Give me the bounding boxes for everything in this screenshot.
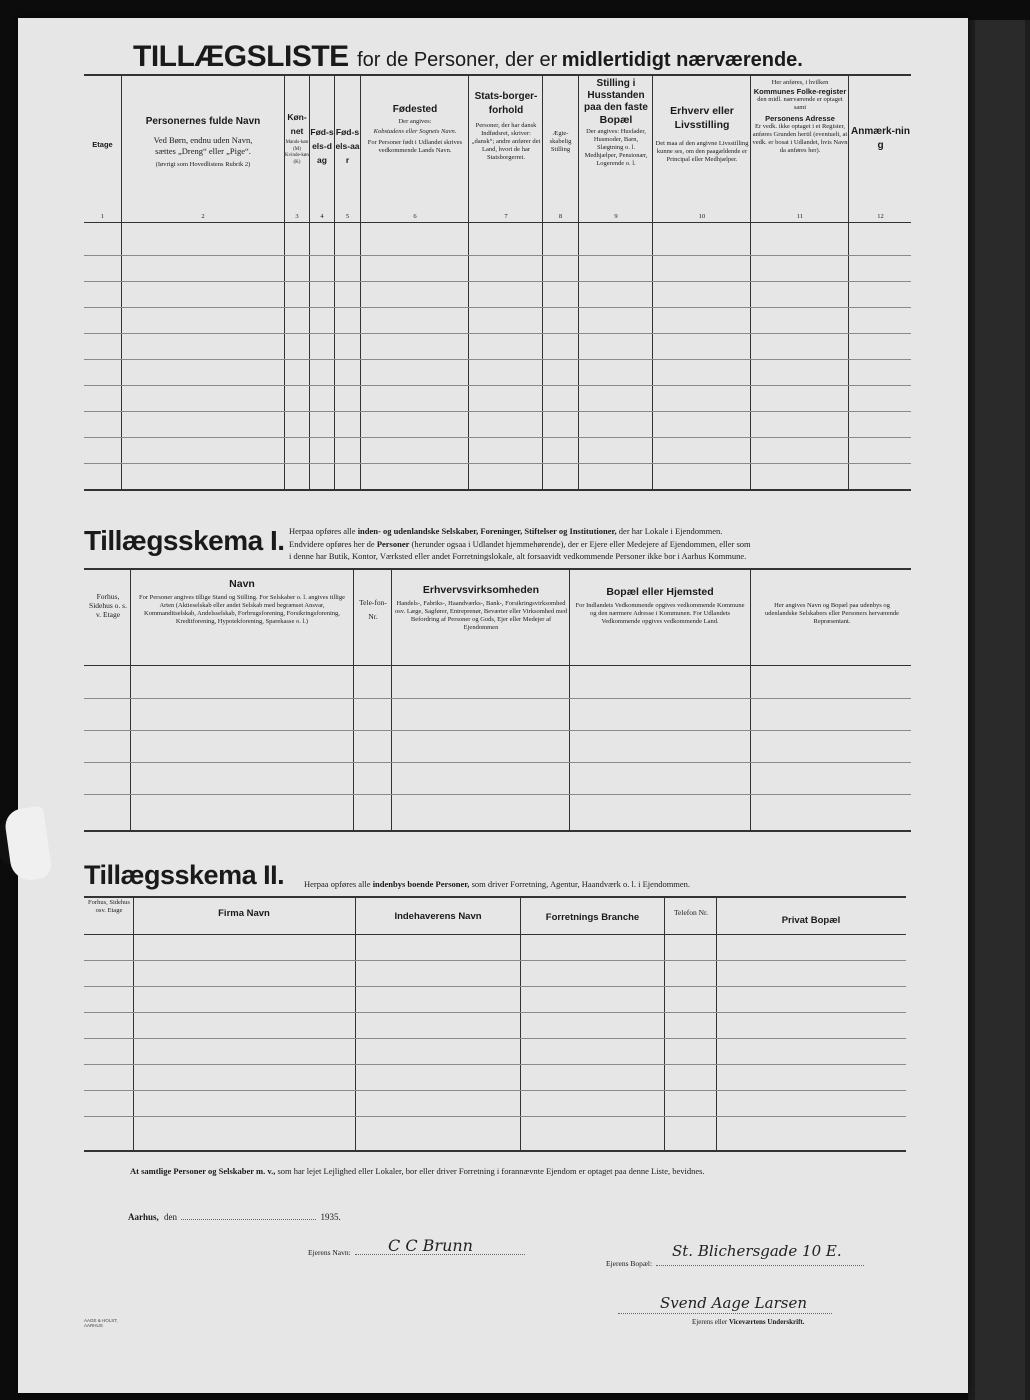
col-occupation-label: Erhverv eller Livsstilling: [670, 105, 734, 131]
col-household-label: Stilling i Husstanden paa den faste: [584, 78, 648, 113]
col-name-sub1: Ved Børn, endnu uden Navn,: [153, 135, 253, 145]
col-occupation-sub: Det maa af den angivne Livsstilling kunne ses, om den paagældende er Principal eller Medhjælper.: [655, 140, 749, 163]
owner-handwritten: C C Brunn: [388, 1236, 473, 1255]
date-dots: [181, 1219, 316, 1220]
printer-mark: AAGE & HOLST, AARHUS: [84, 1318, 118, 1328]
col-remarks-label: Anmærk-ning: [851, 126, 910, 151]
col-gender-sub: Mands-køn (M) Kvinde-køn (K): [285, 140, 309, 165]
col-household-label2: Bopæl: [599, 114, 633, 126]
skema1-col-business: [394, 584, 568, 632]
skema1-desc1b: inden- og udenlandske Selskaber, Foreninger, Stiftelser og Institutioner,: [357, 526, 617, 536]
skema2-title: Tillægsskema II.: [84, 860, 285, 890]
col8-number: 8: [558, 213, 563, 220]
skema1-col-residence-sub: For Indlandets Vedkommende opgives vedkommende Kommune og den nærmere Adresse i Kommunen. For Udlandets Vedkommende opgives vedkommende Land.: [575, 602, 745, 625]
col-name-sub3: (Iøvrigt som Hovedlistens Rubrik 2): [155, 161, 251, 168]
col-name-sub2: sættes „Dreng“ eller „Pige“.: [155, 146, 251, 156]
col-birthyear-header: [335, 125, 360, 167]
den-label: den: [164, 1212, 178, 1222]
form-page: [18, 18, 968, 1393]
skema2-desc-b: indenbys boende Personer,: [372, 879, 470, 889]
col3-number: 3: [295, 213, 299, 220]
col-register-sub2: den midl. nærværende er optaget samt: [757, 96, 843, 111]
col-remarks-header: [850, 125, 911, 153]
owner-label: Ejerens Navn:: [308, 1248, 351, 1257]
signature-handwritten: Svend Aage Larsen: [660, 1294, 807, 1312]
col-marital-label: Ægte-skabelig Stilling: [549, 130, 572, 153]
address-handwritten: St. Blichersgade 10 E.: [672, 1242, 842, 1260]
skema1-desc1c: der har Lokale i Ejendommen.: [616, 526, 723, 536]
skema1-desc2a: Endvidere opføres her de: [289, 538, 377, 549]
skema1-col-residence: [572, 586, 748, 626]
col6-number: 6: [413, 213, 417, 220]
col-register-label2: Personens Adresse: [765, 114, 835, 123]
skema1-col-business-sub: Handels-, Fabriks-, Haandværks-, Bank-, Forsikringsvirksomhed osv. Læge, Sagfører, Entreprenør, Beværter eller Virksomhed med Befordring af Personer og Gods, Ejer eller Medejer af Ejendommen: [394, 600, 567, 631]
skema1-desc1a: Herpaa opføres alle: [289, 526, 358, 536]
col-birthyear-label: Fød-sels-aar: [335, 127, 360, 165]
col9-number: 9: [614, 213, 618, 220]
title-mid: for de Personer, der er: [357, 49, 558, 71]
col-name-header: [122, 116, 284, 169]
signature-dots: [618, 1313, 832, 1314]
col-etage-header: [84, 140, 121, 149]
col-birthplace-sub1: Der angives:: [398, 118, 432, 125]
col-occupation-header: [654, 104, 750, 164]
col-marital-header: [543, 130, 578, 154]
col-citizenship-label: Stats-borger-forhold: [474, 91, 538, 116]
skema1-col-business-label: Erhvervsvirksomheden: [422, 584, 540, 596]
col7-number: 7: [504, 213, 508, 220]
skema2-col-address: Privat Bopæl: [781, 915, 841, 926]
skema1-title: Tillægsskema I.: [84, 525, 285, 556]
col-birthplace-label: Fødested: [392, 104, 438, 115]
signature-label: [692, 1318, 805, 1326]
skema2-col-branch: Forretnings Branche: [545, 912, 640, 923]
col-birthday-header: [310, 125, 334, 167]
col-register-label1: Kommunes Folke-register: [753, 87, 847, 96]
col-register-sub1: Her anføres, i hvilken: [771, 79, 829, 86]
skema2-description: [304, 879, 690, 889]
address-label: Ejerens Bopæl:: [606, 1259, 653, 1268]
skema1-col-etage: Forhus, Sidehus o. s. v. Etage: [89, 592, 127, 619]
skema1-col-representative: Her angives Navn og Bopæl paa udenbys og udenlandske Selskabers eller Personers herværende Repræsentant.: [765, 602, 899, 625]
date-line: [128, 1212, 341, 1222]
skema1-col-residence-label: Bopæl eller Hjemsted: [606, 586, 714, 598]
col-register-sub3: Er vedk. ikke optaget i et Register, anføres Grunden hertil (eventuelt, at vedk. er bosat i Udlandet, hvis Navn da anføres her).: [752, 123, 848, 154]
col-citizenship-header: [470, 90, 542, 162]
skema1-desc2b: Personer: [376, 538, 410, 549]
col11-number: 11: [796, 213, 804, 220]
col-etage-label: Etage: [92, 140, 113, 149]
col-household-header: [580, 78, 652, 168]
col-birthday-label: Fød-sels-dag: [310, 127, 334, 165]
skema1-desc2c: (herunder ogsaa i Udlandet hjemmehørende), der er Ejere eller Medejere af Ejendommen, eller som: [409, 538, 751, 549]
col-birthplace-header: [362, 104, 468, 155]
year-label: 1935.: [320, 1212, 341, 1222]
col-gender-label: Køn-net: [287, 112, 307, 136]
skema2-col-owner: Indehaverens Navn: [394, 911, 482, 922]
signature-label-b: Viceværtens Underskrift.: [728, 1318, 805, 1326]
skema1-col-name-sub: For Personer angives tillige Stand og Stilling. For Selskaber o. l. angives tillige Arten (Aktieselskab eller andet Selskab med begrænset Ansvar, Kommanditselskab, Andelsselskab, Forbrugsforening, Forsikringsforening, Kreditforening, Hypotekforening, Sparekasse o. l.): [139, 594, 345, 625]
col-register-header: [752, 79, 848, 155]
skema2-col-etage: Forhus, Sidehus osv. Etage: [88, 899, 130, 914]
statement-bold: At samtlige Personer og Selskaber m. v.,: [130, 1166, 276, 1176]
title-bold: midlertidigt nærværende.: [561, 49, 803, 71]
skema2-col-firm: Firma Navn: [218, 908, 270, 919]
col-birthplace-sub2: Kobstadens eller Sognets Navn.: [373, 128, 457, 135]
col12-number: 12: [877, 213, 884, 220]
title-big: TILLÆGSLISTE: [133, 40, 349, 73]
skema2-desc-c: som driver Forretning, Agentur, Haandværk o. l. i Ejendommen.: [469, 879, 691, 889]
skema1-desc3: i denne har Butik, Kontor, Værksted eller andet Forretningslokale, alt forsaavidt vedkommende Personer ikke bor i Aarhus Kommune.: [289, 551, 747, 561]
col2-number: 2: [201, 213, 205, 220]
skema1-col-phone-label: Tele-fon-Nr.: [359, 598, 387, 621]
place-label: Aarhus,: [128, 1212, 159, 1222]
skema1-col-phone: [355, 596, 391, 624]
skema1-col-name: [134, 578, 350, 626]
skema1-description: [289, 525, 911, 563]
skema2-desc-a: Herpaa opføres alle: [304, 879, 373, 889]
statement-rest: som har lejet Lejlighed eller Lokaler, bor eller driver Forretning i forannævnte Ejendom er optaget paa denne Liste, bevidnes.: [275, 1166, 705, 1176]
col4-number: 4: [320, 213, 324, 220]
signature-label-a: Ejerens eller: [692, 1318, 729, 1326]
col1-number: 1: [100, 213, 105, 220]
address-dots: [656, 1265, 864, 1266]
col-birthplace-sub3: For Personer født i Udlandet skrives vedkommende Lands Navn.: [367, 139, 463, 154]
col10-number: 10: [698, 213, 706, 220]
col-gender-header: [285, 110, 309, 166]
footer-statement: [130, 1166, 705, 1176]
skema1-col-name-label: Navn: [229, 578, 255, 590]
main-title: [133, 40, 913, 74]
col-name-label: Personernes fulde Navn: [145, 116, 261, 127]
col-citizenship-sub: Personer, der har dansk Indfødsret, skriver: „dansk“; andre anfører det Land, hvori de har Statsborgerret.: [471, 122, 541, 161]
col-household-sub: Der angives: Husfader, Husmoder, Barn, Slægtning o. l. Medhjælper, Pensionær, Logerende o. l.: [584, 128, 648, 167]
skema2-col-phone: Telefon Nr.: [673, 908, 709, 917]
adjacent-page-shadow: [975, 20, 1025, 1400]
col5-number: 5: [345, 213, 350, 220]
